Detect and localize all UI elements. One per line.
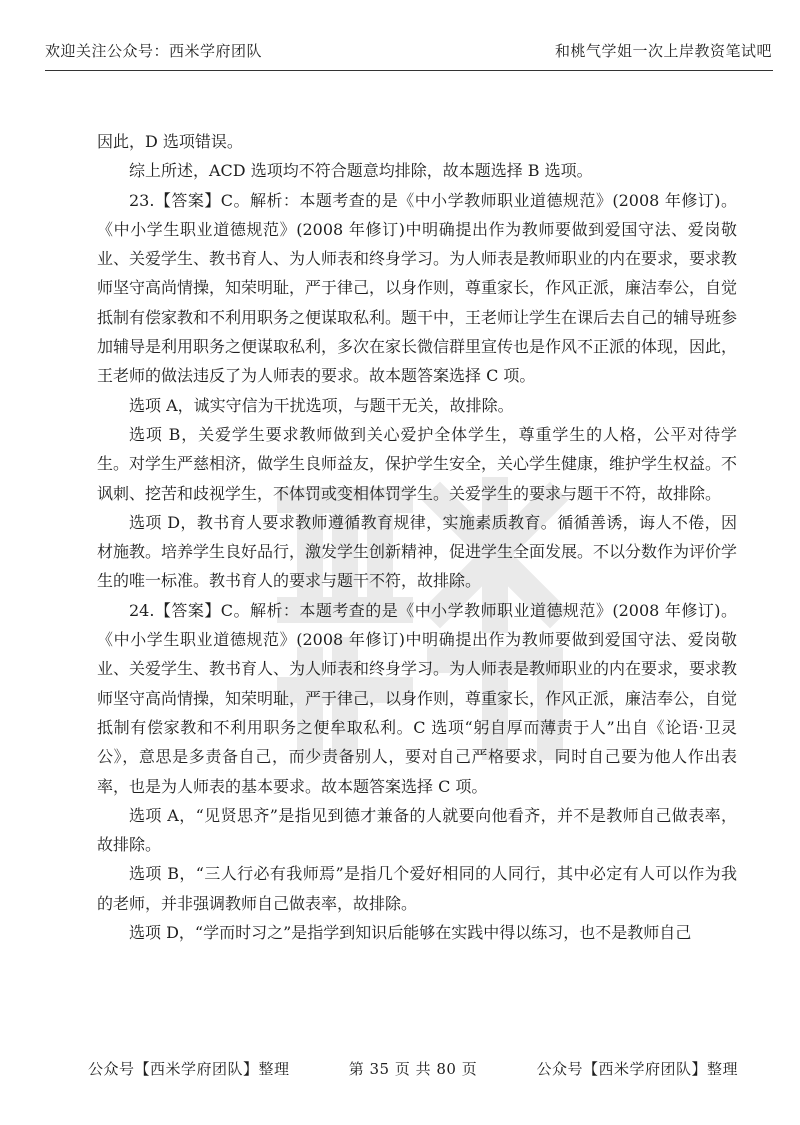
header-left-text: 欢迎关注公众号：西米学府团队 (45, 42, 263, 60)
paragraph: 选项 B，关爱学生要求教师做到关心爱护全体学生，尊重学生的人格，公平对待学生。对学生严慈相济，做学生良师益友，保护学生安全，关心学生健康，维护学生权益。不讽刺、挖苦和歧视学生，不体罚或变相体罚学生。关爱学生的要求与题干不符，故排除。 (97, 424, 738, 503)
paragraph: 23.【答案】C。解析：本题考查的是《中小学教师职业道德规范》(2008 年修订)。《中小学生职业道德规范》(2008 年修订)中明确提出作为教师要做到爱国守法、爱岗敬业、关爱学生、教书育人、为人师表和终身学习。为人师表是教师职业的内在要求，要求教师坚守高尚情操，知荣明耻，严于律己，以身作则，尊重家长，作风正派，廉洁奉公，自觉抵制有偿家教和不利用职务之便谋取私利。题干中，王老师让学生在课后去自己的辅导班参加辅导是利用职务之便谋取私利，多次在家长微信群里宣传也是作风不正派的体现，因此，王老师的做法违反了为人师表的要求。故本题答案选择 C 项。 (97, 190, 738, 386)
paragraph: 因此，D 选项错误。 (97, 132, 243, 151)
paragraph: 24.【答案】C。解析：本题考查的是《中小学教师职业道德规范》(2008 年修订)。《中小学生职业道德规范》(2008 年修订)中明确提出作为教师要做到爱国守法、爱岗敬业、关爱学生、教书育人、为人师表和终身学习。为人师表是教师职业的内在要求，要求教师坚守高尚情操，知荣明耻，严于律己，以身作则，尊重家长，作风正派，廉洁奉公，自觉抵制有偿家教和不利用职务之便牟取私利。C 选项“躬自厚而薄责于人”出自《论语·卫灵公》，意思是多责备自己，而少责备别人，要对自己严格要求，同时自己要为他人作出表率，也是为人师表的基本要求。故本题答案选择 C 项。 (97, 600, 738, 796)
paragraph: 综上所述，ACD 选项均不符合题意均排除，故本题选择 B 选项。 (129, 161, 593, 181)
paragraph: 选项 D，教书育人要求教师遵循教育规律，实施素质教育。循循善诱，诲人不倦，因材施教。培养学生良好品行，激发学生创新精神，促进学生全面发展。不以分数作为评价学生的唯一标准。教书育人的要求与题干不符，故排除。 (97, 512, 738, 591)
document-body (97, 127, 737, 947)
paragraph: 选项 A，诚实守信为干扰选项，与题干无关，故排除。 (129, 395, 514, 415)
footer-right-text: 公众号【西米学府团队】整理 (536, 1060, 738, 1078)
paragraph: 选项 D，“学而时习之”是指学到知识后能够在实践中得以练习，也不是教师自己 (129, 923, 692, 943)
page-number: 第 35 页 共 80 页 (348, 1060, 478, 1078)
page-header (45, 40, 772, 61)
paragraph: 选项 A，“见贤思齐”是指见到德才兼备的人就要向他看齐，并不是教师自己做表率，故排除。 (97, 805, 737, 855)
header-divider (45, 70, 773, 71)
page-footer (88, 1058, 738, 1079)
header-right-text: 和桃气学姐一次上岸教资笔试吧 (554, 42, 772, 60)
paragraph: 选项 B，“三人行必有我师焉”是指几个爱好相同的人同行，其中必定有人可以作为我的老师，并非强调教师自己做表率，故排除。 (97, 864, 737, 913)
footer-left-text: 公众号【西米学府团队】整理 (88, 1060, 290, 1078)
